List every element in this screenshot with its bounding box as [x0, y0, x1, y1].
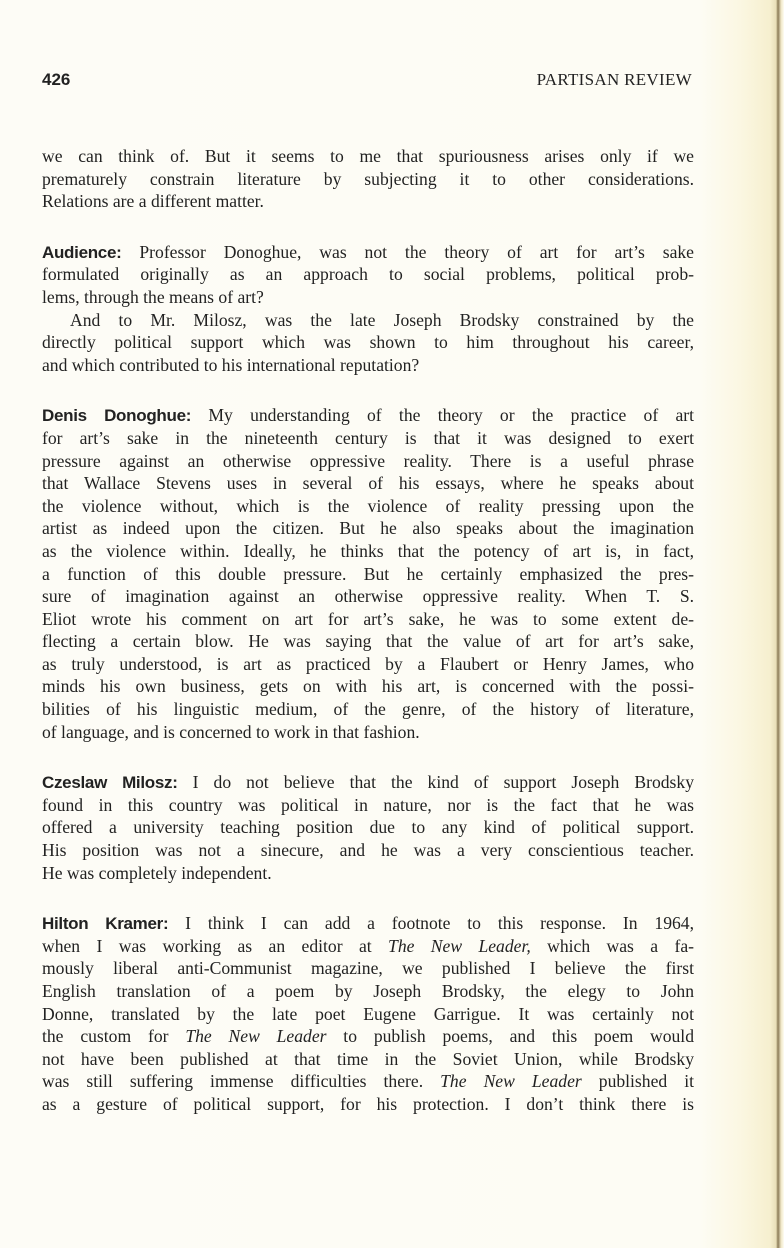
text-line [42, 190, 694, 213]
running-title: PARTISAN REVIEW [536, 70, 692, 89]
text-line [42, 839, 694, 862]
text-line [42, 935, 694, 958]
text-run: as a gesture of political support, for his protection. I don’t think there is [42, 1093, 694, 1114]
text-line [42, 980, 694, 1003]
text-run: published it [581, 1071, 694, 1092]
text-run: My understanding of the theory or the practice of art [191, 405, 695, 426]
text-run: a function of this double pressure. But he certainly emphasized the pres- [42, 563, 694, 584]
text-run: flecting a certain blow. He was saying that the value of art for art’s sake, [42, 631, 694, 652]
text-line [42, 495, 694, 518]
publication-title: The New Leader, [388, 935, 531, 956]
text-line [42, 450, 694, 473]
text-run: sure of imagination against an otherwise oppressive reality. When T. S. [42, 586, 694, 607]
text-run: mously liberal anti-Communist magazine, we published I believe the first [42, 958, 694, 979]
text-run: prematurely constrain literature by subjecting it to other considerations. [42, 168, 694, 189]
publication-title: The New Leader [185, 1026, 327, 1047]
text-run: the violence without, which is the violence of reality pressing upon the [42, 495, 694, 516]
text-line [42, 241, 694, 264]
text-run: we can think of. But it seems to me that spuriousness arises only if we [42, 146, 694, 166]
text-run: found in this country was political in nature, nor is the fact that he was [42, 794, 694, 815]
text-line [42, 794, 694, 817]
text-run: English translation of a poem by Joseph Brodsky, the elegy to John [42, 981, 694, 1001]
speaker-name: Czeslaw Milosz: [42, 773, 178, 793]
publication-title: The New Leader [440, 1071, 582, 1092]
text-run: offered a university teaching position due to any kind of political support. [42, 817, 694, 838]
text-line [42, 309, 694, 332]
text-line [42, 145, 694, 168]
paragraph [42, 145, 694, 213]
text-run: His position was not a sinecure, and he was a very conscientious teacher. [42, 840, 694, 861]
text-run: Eliot wrote his comment on art for art’s sake, he was to some extent de- [42, 608, 694, 629]
text-line [42, 912, 694, 935]
text-line [42, 1025, 694, 1048]
text-line [42, 862, 694, 885]
text-run: pressure against an otherwise oppressive reality. There is a useful phrase [42, 450, 694, 471]
text-run: which was a fa- [530, 935, 694, 956]
text-line [42, 404, 694, 427]
page-number: 426 [42, 70, 71, 89]
text-run: as the violence within. Ideally, he thinks that the potency of art is, in fact, [42, 540, 694, 561]
text-line [42, 540, 694, 563]
text-line [42, 675, 694, 698]
paragraph [42, 309, 694, 377]
text-line [42, 698, 694, 721]
text-run: as truly understood, is art as practiced by a Flaubert or Henry James, who [42, 653, 694, 674]
paragraph [42, 404, 694, 743]
text-run: And to Mr. Milosz, was the late Joseph Brodsky constrained by the [70, 309, 694, 330]
text-line [42, 721, 694, 744]
text-run: Donne, translated by the late poet Eugene Garrigue. It was certainly not [42, 1003, 694, 1024]
speaker-name: Audience: [42, 242, 122, 262]
text-run: directly political support which was shown to him throughout his career, [42, 332, 694, 353]
text-run: minds his own business, gets on with his art, is concerned with the possi- [42, 676, 694, 697]
text-run: formulated originally as an approach to social problems, political prob- [42, 264, 694, 285]
text-line [42, 653, 694, 676]
text-line [42, 816, 694, 839]
text-run: artist as indeed upon the citizen. But he also speaks about the imagination [42, 518, 694, 539]
text-run: bilities of his linguistic medium, of the genre, of the history of literature, [42, 699, 694, 720]
running-header [42, 70, 694, 94]
text-run: that Wallace Stevens uses in several of his essays, where he speaks about [42, 473, 694, 494]
text-run: Professor Donoghue, was not the theory of art for art’s sake [121, 241, 694, 262]
text-run: and which contributed to his international reputation? [42, 354, 420, 375]
text-line [42, 354, 694, 377]
text-line [42, 1070, 694, 1093]
paragraph [42, 912, 694, 1115]
text-line [42, 472, 694, 495]
text-line [42, 771, 694, 794]
paragraph [42, 771, 694, 884]
text-line [42, 630, 694, 653]
paragraph [42, 241, 694, 309]
text-line [42, 957, 694, 980]
text-run: lems, through the means of art? [42, 286, 264, 307]
text-line [42, 585, 694, 608]
text-run: of language, and is concerned to work in that fashion. [42, 721, 420, 742]
text-run: He was completely independent. [42, 862, 272, 883]
text-line [42, 517, 694, 540]
text-run: not have been published at that time in the Soviet Union, while Brodsky [42, 1048, 694, 1069]
text-run: to publish poems, and this poem would [326, 1026, 694, 1047]
text-run: Relations are a different matter. [42, 191, 264, 212]
text-line [42, 1003, 694, 1026]
speaker-name: Denis Donoghue: [42, 406, 192, 426]
text-line [42, 331, 694, 354]
text-line [42, 168, 694, 191]
text-run: for art’s sake in the nineteenth century is that it was designed to exert [42, 427, 694, 448]
text-line [42, 286, 694, 309]
text-run: when I was working as an editor at [42, 935, 389, 956]
text-line [42, 427, 694, 450]
text-run: was still suffering immense difficulties there. [42, 1071, 441, 1092]
text-run: I do not believe that the kind of support Joseph Brodsky [177, 772, 694, 793]
text-run: I think I can add a footnote to this response. In 1964, [168, 913, 694, 934]
page-body [42, 145, 694, 1144]
text-run: the custom for [42, 1026, 186, 1047]
text-line [42, 563, 694, 586]
text-line [42, 263, 694, 286]
text-line [42, 1048, 694, 1071]
text-line [42, 608, 694, 631]
text-line [42, 1093, 694, 1116]
speaker-name: Hilton Kramer: [42, 914, 169, 934]
